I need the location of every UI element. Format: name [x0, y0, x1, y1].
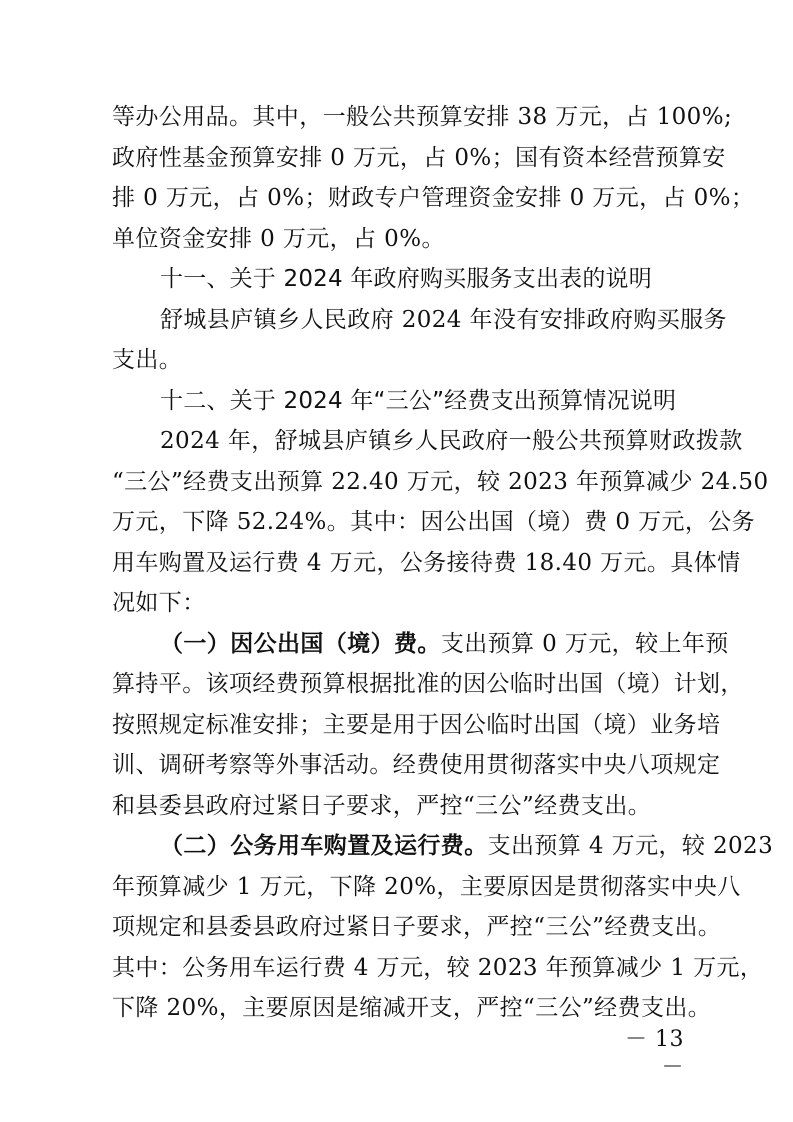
subsection-line — [160, 629, 729, 659]
paragraph-line: 下降 20%，主要原因是缩减开支，严控“三公”经费支出。 — [112, 995, 712, 1021]
paragraph-line: 政府性基金预算安排 0 万元，占 0%；国有资本经营预算安 — [112, 144, 726, 171]
paragraph-line: 年预算减少 1 万元，下降 20%，主要原因是贯彻落实中央八 — [112, 873, 741, 900]
paragraph-line: 其中：公务用车运行费 4 万元，较 2023 年预算减少 1 万元， — [112, 954, 764, 981]
paragraph-line: 支出。 — [112, 347, 183, 373]
paragraph-line: 万元，下降 52.24%。其中：因公出国（境）费 0 万元，公务 — [112, 509, 756, 535]
paragraph-line: 舒城县庐镇乡人民政府 2024 年没有安排政府购买服务 — [160, 306, 727, 333]
paragraph-line: 训、调研考察等外事活动。经费使用贯彻落实中央八项规定 — [112, 752, 721, 778]
section-heading-twelve: 十二、关于 2024 年“三公”经费支出预算情况说明 — [160, 387, 677, 414]
subsection-line — [160, 831, 774, 861]
paragraph-line: “三公”经费支出预算 22.40 万元，较 2023 年预算减少 24.50 — [112, 468, 769, 495]
paragraph-line: 项规定和县委县政府过紧日子要求，严控“三公”经费支出。 — [112, 914, 722, 940]
paragraph-line: 按照规定标准安排；主要是用于因公临时出国（境）业务培 — [112, 711, 721, 738]
subsection-text: 支出预算 0 万元，较上年预 — [440, 630, 729, 657]
paragraph-line: 等办公用品。其中，一般公共预算安排 38 万元，占 100%; — [112, 104, 733, 130]
paragraph-line: 单位资金安排 0 万元，占 0%。 — [112, 225, 445, 252]
paragraph-line: 排 0 万元，占 0%；财政专户管理资金安排 0 万元，占 0%； — [112, 185, 755, 211]
paragraph-line: 用车购置及运行费 4 万元，公务接待费 18.40 万元。具体情 — [112, 549, 741, 576]
subsection-text: 支出预算 4 万元，较 2023 — [487, 833, 774, 859]
page-number: － 13 － — [625, 1027, 684, 1080]
paragraph-line: 算持平。该项经费预算根据批准的因公临时出国（境）计划， — [112, 671, 744, 697]
subsection-title-overseas: （一）因公出国（境）费。 — [160, 629, 441, 657]
subsection-title-vehicle: （二）公务用车购置及运行费。 — [160, 832, 488, 859]
paragraph-line: 和县委县政府过紧日子要求，严控“三公”经费支出。 — [112, 792, 652, 819]
paragraph-line: 2024 年，舒城县庐镇乡人民政府一般公共预算财政拨款 — [160, 428, 743, 454]
section-heading-eleven: 十一、关于 2024 年政府购买服务支出表的说明 — [160, 266, 652, 292]
paragraph-line: 况如下： — [112, 590, 206, 616]
